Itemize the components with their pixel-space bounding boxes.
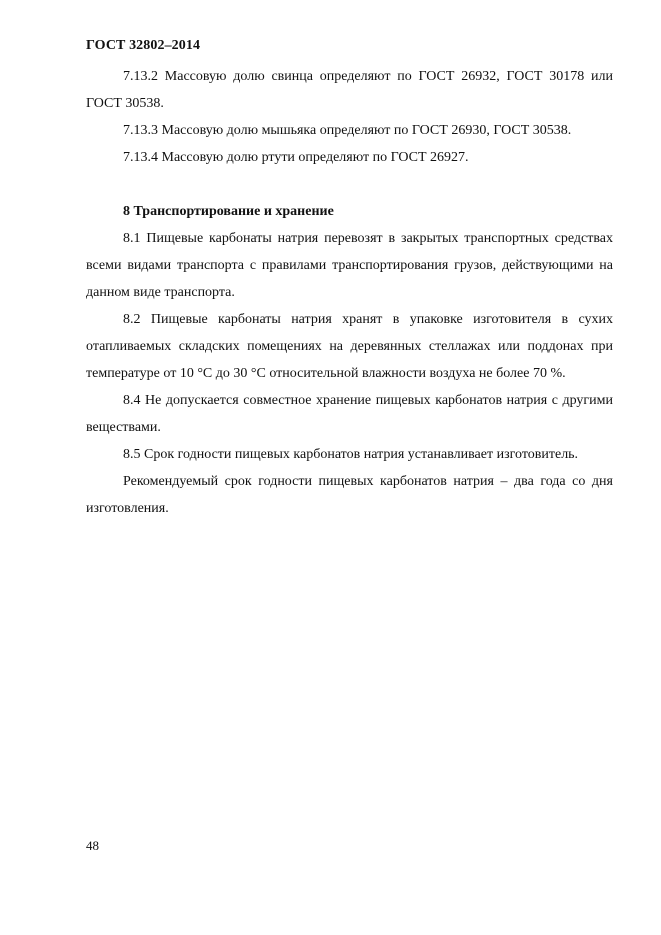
- paragraph-8-4: 8.4 Не допускается совместное хранение пищевых карбонатов натрия с другими веществами.: [86, 393, 613, 435]
- paragraph-recommended-shelf-life: Рекомендуемый срок годности пищевых карбонатов натрия – два года со дня изготовления.: [86, 474, 613, 516]
- paragraph-8-2: 8.2 Пищевые карбонаты натрия хранят в упаковке изготовителя в сухих отапливаемых складских помещениях на деревянных стеллажах или поддонах при температуре от 10 °С до 30 °С относительной влажности воздуха не более 70 %.: [86, 312, 613, 381]
- paragraph-8-5: 8.5 Срок годности пищевых карбонатов натрия устанавливает изготовитель.: [123, 447, 579, 462]
- paragraph-7-13-3: 7.13.3 Массовую долю мышьяка определяют по ГОСТ 26930, ГОСТ 30538.: [123, 123, 572, 138]
- paragraph-7-13-2: 7.13.2 Массовую долю свинца определяют по ГОСТ 26932, ГОСТ 30178 или ГОСТ 30538.: [86, 69, 613, 111]
- section-heading-8: 8 Транспортирование и хранение: [123, 204, 334, 219]
- document-header-code: ГОСТ 32802–2014: [86, 38, 201, 53]
- paragraph-7-13-4: 7.13.4 Массовую долю ртути определяют по ГОСТ 26927.: [123, 150, 469, 165]
- page-number: 48: [86, 838, 99, 853]
- document-body: [86, 63, 613, 522]
- paragraph-8-1: 8.1 Пищевые карбонаты натрия перевозят в закрытых транспортных средствах всеми видами транспорта с правилами транспортирования грузов, действующими на данном виде транспорта.: [86, 231, 613, 300]
